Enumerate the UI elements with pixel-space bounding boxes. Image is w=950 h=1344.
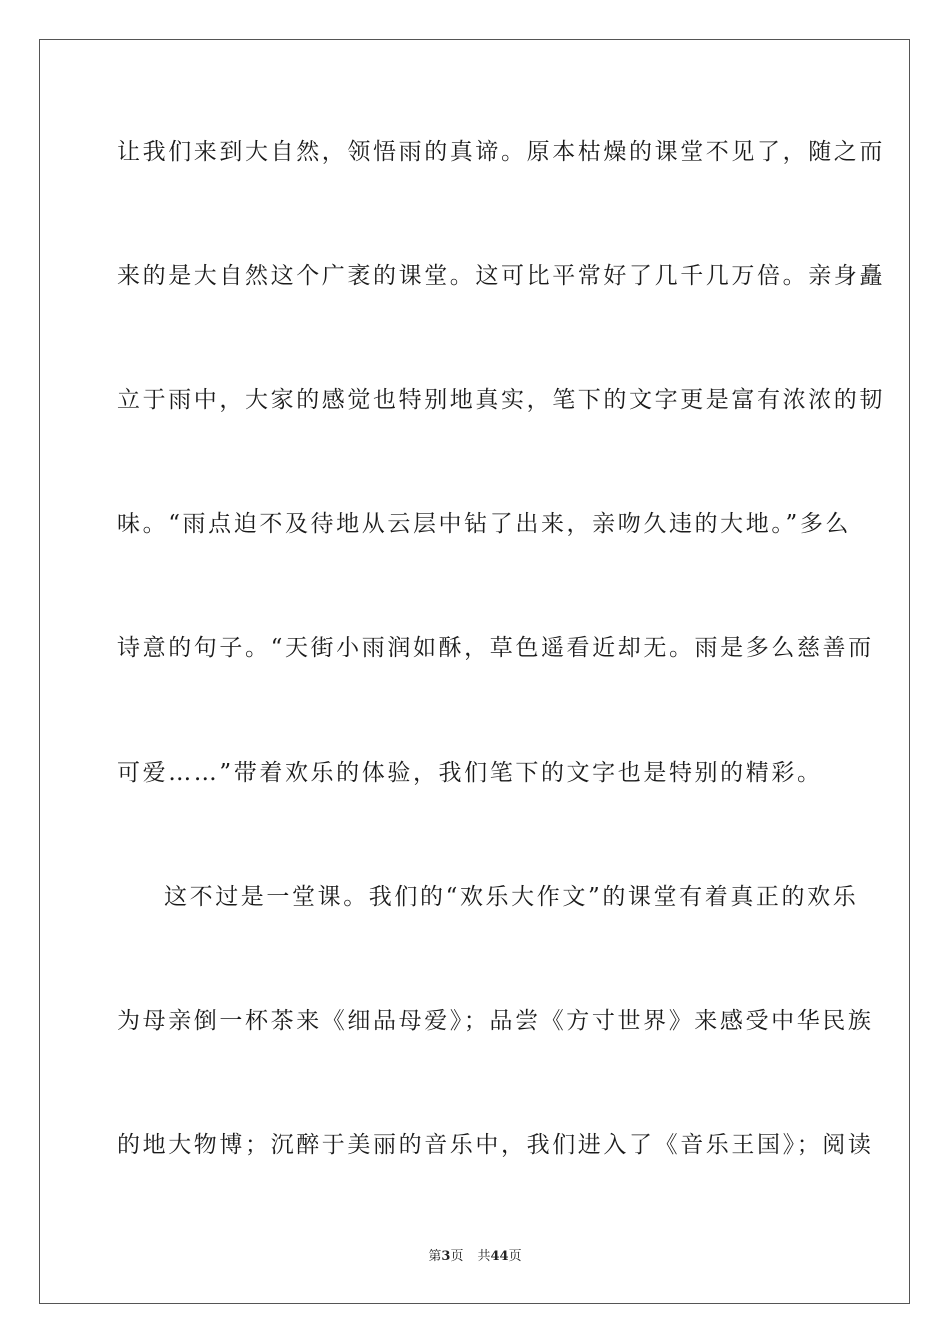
text-line: 味。“雨点迫不及待地从云层中钻了出来，亲吻久违的大地。”多么 bbox=[117, 511, 852, 537]
text-line: 为母亲倒一杯茶来《细品母爱》；品尝《方寸世界》来感受中华民族 bbox=[117, 1008, 874, 1034]
text-line: 来的是大自然这个广袤的课堂。这可比平常好了几千几万倍。亲身矗 bbox=[117, 263, 885, 289]
text-line: 的地大物博；沉醉于美丽的音乐中，我们进入了《音乐王国》；阅读 bbox=[117, 1132, 874, 1158]
page-footer bbox=[0, 1248, 950, 1266]
text-line: 让我们来到大自然，领悟雨的真谛。原本枯燥的课堂不见了，随之而 bbox=[117, 139, 885, 165]
page-border bbox=[39, 39, 910, 1304]
page-total: 共44页 bbox=[477, 1249, 522, 1264]
paragraph-first-line: 这不过是一堂课。我们的“欢乐大作文”的课堂有着真正的欢乐 bbox=[164, 884, 859, 910]
page-number: 第3页 bbox=[428, 1249, 464, 1264]
text-line: 立于雨中，大家的感觉也特别地真实，笔下的文字更是富有浓浓的韧 bbox=[117, 387, 885, 413]
text-line: 诗意的句子。“天街小雨润如酥，草色遥看近却无。雨是多么慈善而 bbox=[117, 635, 874, 661]
text-line: 可爱……”带着欢乐的体验，我们笔下的文字也是特别的精彩。 bbox=[117, 760, 823, 786]
